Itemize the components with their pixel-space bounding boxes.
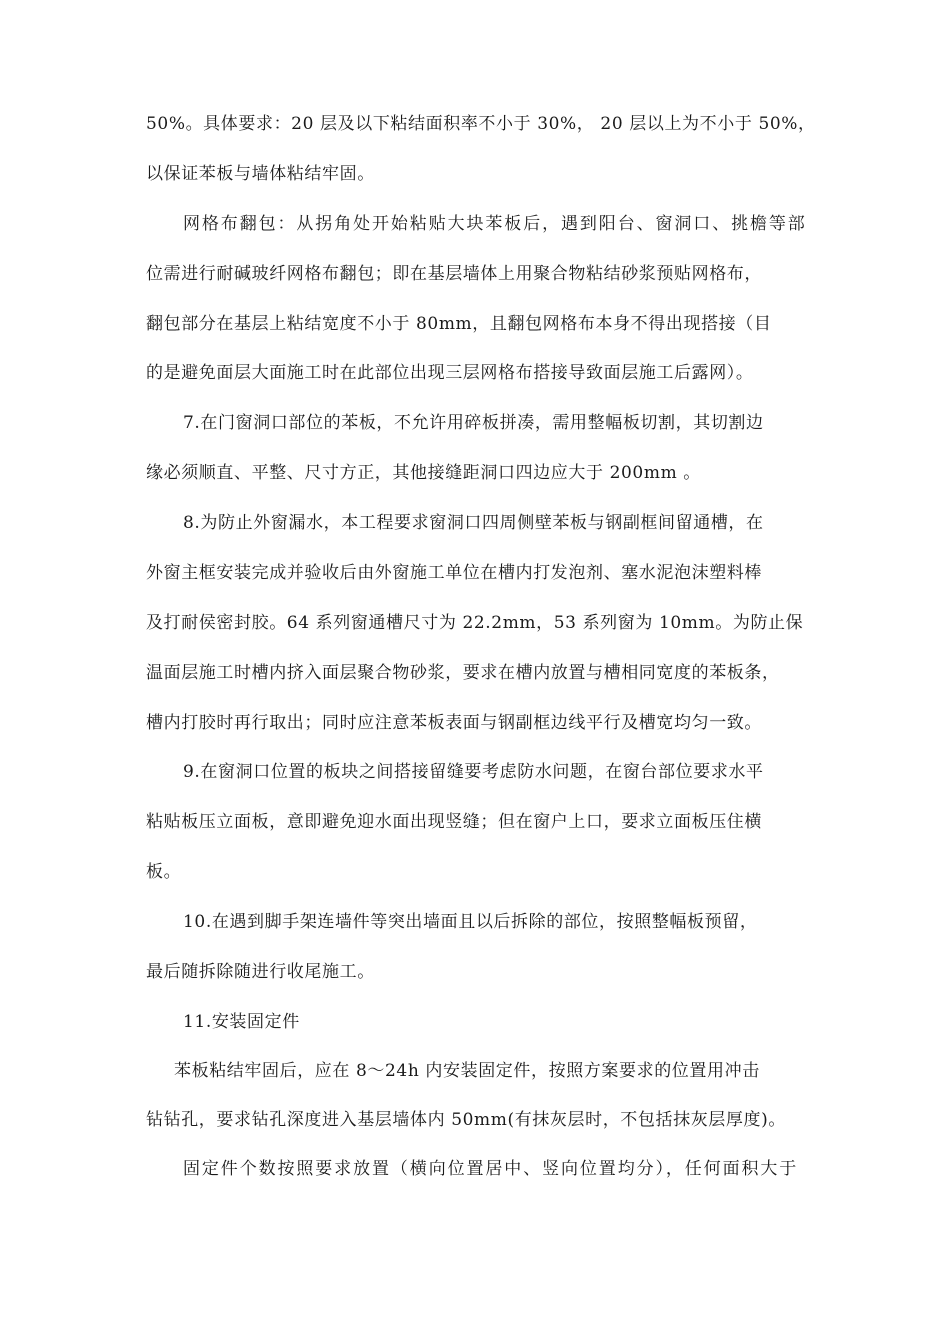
text-line: 最后随拆除随进行收尾施工。 <box>146 962 375 982</box>
text-line: 温面层施工时槽内挤入面层聚合物砂浆，要求在槽内放置与槽相同宽度的苯板条， <box>146 663 780 683</box>
text-line: 以保证苯板与墙体粘结牢固。 <box>146 164 375 184</box>
text-line: 粘贴板压立面板，意即避免迎水面出现竖缝；但在窗户上口，要求立面板压住横 <box>146 812 762 832</box>
text-line: 的是避免面层大面施工时在此部位出现三层网格布搭接导致面层施工后露网）。 <box>146 363 754 383</box>
text-line: 7.在门窗洞口部位的苯板，不允许用碎板拼凑，需用整幅板切割，其切割边 <box>183 413 764 433</box>
text-line: 外窗主框安装完成并验收后由外窗施工单位在槽内打发泡剂、塞水泥泡沫塑料棒 <box>146 563 762 583</box>
text-line: 缘必须顺直、平整、尺寸方正，其他接缝距洞口四边应大于 200mm 。 <box>146 463 701 483</box>
text-line: 钻钻孔，要求钻孔深度进入基层墙体内 50mm(有抹灰层时，不包括抹灰层厚度)。 <box>146 1110 786 1130</box>
text-line: 翻包部分在基层上粘结宽度不小于 80mm，且翻包网格布本身不得出现搭接（目 <box>146 314 772 334</box>
text-line: 位需进行耐碱玻纤网格布翻包；即在基层墙体上用聚合物粘结砂浆预贴网格布， <box>146 264 762 284</box>
text-line: 苯板粘结牢固后，应在 8～24h 内安装固定件，按照方案要求的位置用冲击 <box>174 1061 760 1081</box>
text-line: 网格布翻包：从拐角处开始粘贴大块苯板后，遇到阳台、窗洞口、挑檐等部 <box>183 214 807 234</box>
text-line: 9.在窗洞口位置的板块之间搭接留缝要考虑防水问题，在窗台部位要求水平 <box>183 762 764 782</box>
text-line: 11.安装固定件 <box>183 1012 300 1032</box>
text-line: 固定件个数按照要求放置（横向位置居中、竖向位置均分），任何面积大于 <box>183 1159 799 1179</box>
text-line: 8.为防止外窗漏水，本工程要求窗洞口四周侧壁苯板与钢副框间留通槽，在 <box>183 513 764 533</box>
text-line: 槽内打胶时再行取出；同时应注意苯板表面与钢副框边线平行及槽宽均匀一致。 <box>146 713 762 733</box>
text-line: 板。 <box>146 862 182 882</box>
text-line: 及打耐侯密封胶。64 系列窗通槽尺寸为 22.2mm，53 系列窗为 10mm。为防止保 <box>146 613 804 633</box>
text-line: 10.在遇到脚手架连墙件等突出墙面且以后拆除的部位，按照整幅板预留， <box>183 912 758 932</box>
text-line: 50%。具体要求：20 层及以下粘结面积率不小于 30%， 20 层以上为不小于 50%， <box>146 114 816 134</box>
